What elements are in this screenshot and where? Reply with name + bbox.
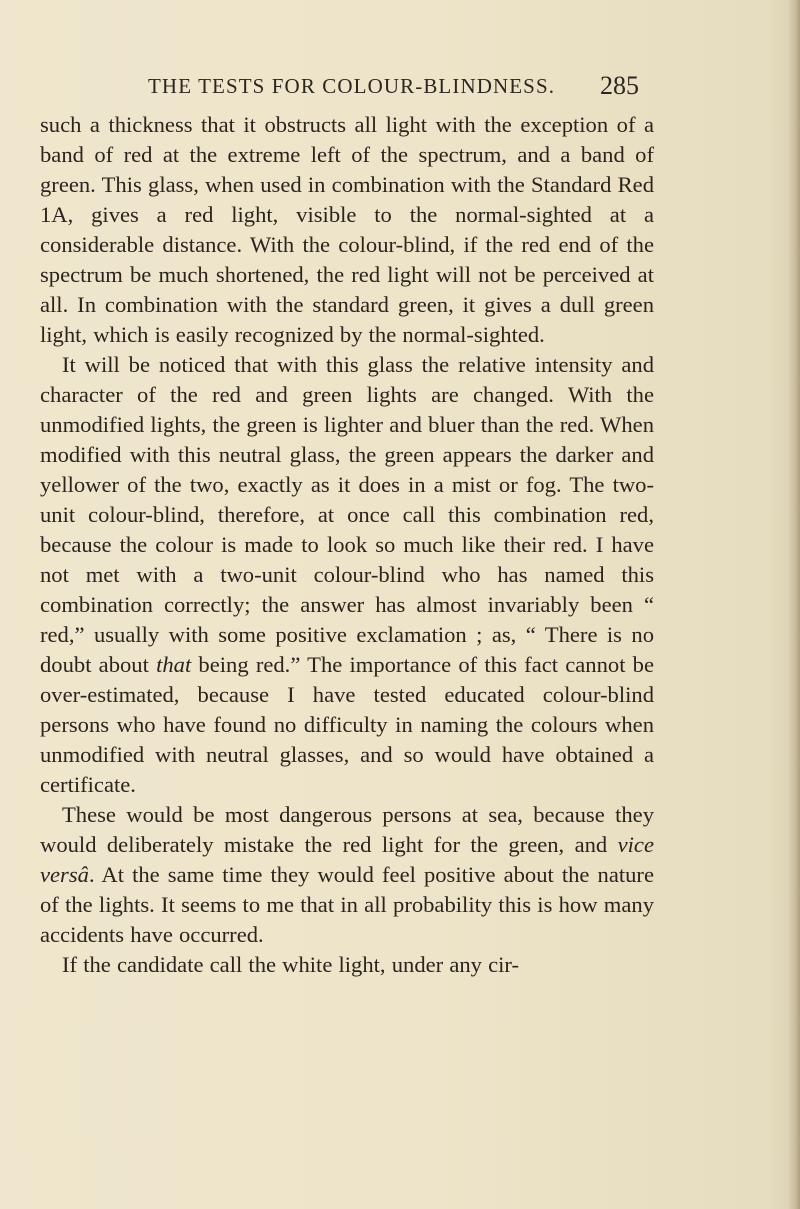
paragraph-text: . At the same time they would feel positive about the nature of the lights. It seems to me that in all probability this is how many accidents have occurred. xyxy=(40,862,654,947)
paragraph-text: , gives a red light, visible to the normal-sighted at a considerable distance. With the colour-blind, if the red end of the spectrum be much shortened, the red light will not be perceived at all. In combination with the standard green, it gives a dull green light, which is easily recognized by the normal-sighted. xyxy=(40,202,654,347)
paragraph-text: It will be noticed that with this glass the relative intensity and character of the red and green lights are changed. With the unmodified lights, the green is lighter and bluer than the red. When modified with this neutral glass, the green appears the darker and yellower of the two, exactly as it does in a mist or fog. The two-unit colour-blind, therefore, at once call this combination red, because the colour is made to look so much like their red. I have not met with a two-unit colour-blind who has named this combination correctly; the answer has almost invariably been “ red,” usually with some positive exclamation ; as, “ There is no doubt about xyxy=(40,352,654,677)
italic-text: vice versâ xyxy=(40,832,654,887)
italic-text: that xyxy=(156,652,192,677)
body-text xyxy=(40,110,654,980)
paragraph-text: If the candidate call the white light, under any cir- xyxy=(62,952,519,977)
small-caps-text: A xyxy=(51,202,68,227)
page-number: 285 xyxy=(600,71,639,100)
running-head xyxy=(0,71,800,104)
paragraph-text: being red.” The importance of this fact cannot be over-estimated, because I have tested educated colour-blind persons who have found no difficulty in naming the colours when unmodified with neutral glasses, and so would have obtained a certificate. xyxy=(40,652,654,797)
paragraph xyxy=(40,350,654,800)
paragraph xyxy=(40,950,654,980)
paragraph-text: These would be most dangerous persons at sea, because they would deliberately mistake the red light for the green, and xyxy=(40,802,654,857)
paragraph xyxy=(40,800,654,950)
paragraph xyxy=(40,110,654,350)
running-title: THE TESTS FOR COLOUR-BLINDNESS. xyxy=(148,74,556,98)
paragraph-text: such a thickness that it obstructs all light with the exception of a band of red at the extreme left of the spectrum, and a band of green. This glass, when used in combination with the Standard Red 1 xyxy=(40,112,654,227)
page-edge-shadow xyxy=(788,0,800,1209)
